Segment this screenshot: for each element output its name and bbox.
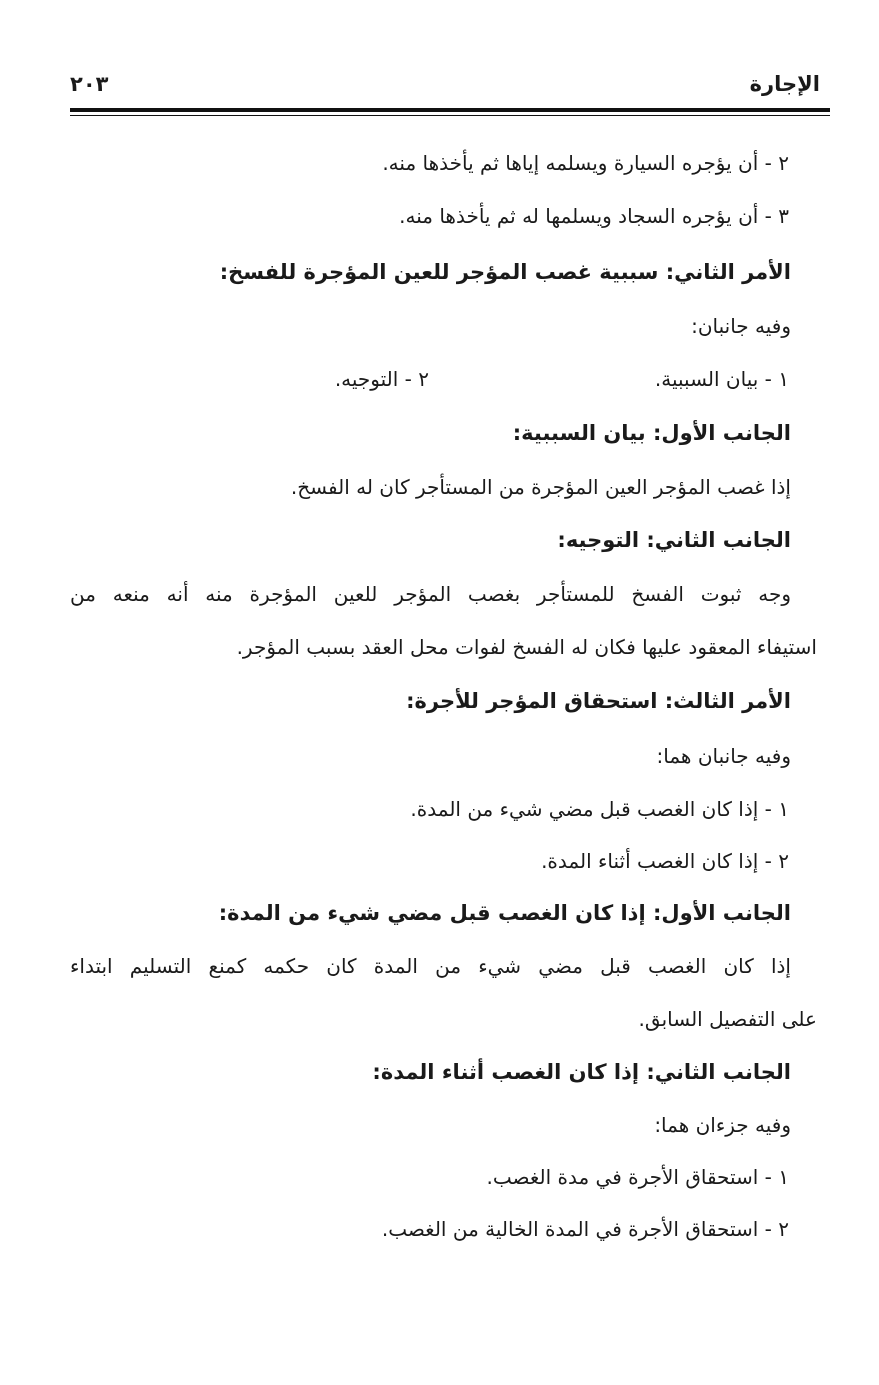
two-parts-intro: وفيه جزءان هما: (654, 1113, 791, 1137)
aspect-list-item-2: ٢ - التوجيه. (334, 367, 429, 391)
running-title: الإجارة (749, 72, 820, 96)
header-rule-thick (70, 108, 830, 112)
heading-case-during: الجانب الثاني: إذا كان الغصب أثناء المدة: (372, 1060, 791, 1084)
page-number: ٢٠٣ (70, 72, 109, 96)
page-header (70, 70, 820, 104)
header-rule-thin (70, 115, 830, 116)
case-before-line-2: على التفصيل السابق. (638, 1007, 817, 1031)
case-before-line-1: إذا كان الغصب قبل مضي شيء من المدة كان حكمه كمنع التسليم ابتداء (70, 954, 791, 978)
heading-third-matter: الأمر الثالث: استحقاق المؤجر للأجرة: (406, 689, 791, 713)
heading-second-matter: الأمر الثاني: سببية غصب المؤجر للعين المؤجرة للفسخ: (219, 260, 791, 284)
heading-case-before: الجانب الأول: إذا كان الغصب قبل مضي شيء من المدة: (218, 901, 791, 925)
reasoning-line-1: وجه ثبوت الفسخ للمستأجر بغصب المؤجر للعين المؤجرة منه أنه منعه من (70, 582, 791, 606)
case-list-item-1: ١ - إذا كان الغصب قبل مضي شيء من المدة. (410, 797, 789, 821)
case-list-item-2: ٢ - إذا كان الغصب أثناء المدة. (541, 849, 789, 873)
part-list-item-1: ١ - استحقاق الأجرة في مدة الغصب. (486, 1165, 789, 1189)
two-aspects-intro: وفيه جانبان: (691, 314, 791, 338)
list-item-car: ٢ - أن يؤجره السيارة ويسلمه إياها ثم يأخذها منه. (382, 151, 789, 175)
part-list-item-2: ٢ - استحقاق الأجرة في المدة الخالية من الغصب. (381, 1217, 789, 1241)
heading-first-aspect: الجانب الأول: بيان السببية: (512, 421, 791, 445)
list-item-carpet: ٣ - أن يؤجره السجاد ويسلمها له ثم يأخذها منه. (399, 204, 789, 228)
aspect-list-item-1: ١ - بيان السببية. (654, 367, 789, 391)
reasoning-line-2: استيفاء المعقود عليها فكان له الفسخ لفوات محل العقد بسبب المؤجر. (236, 635, 817, 659)
first-aspect-text: إذا غصب المؤجر العين المؤجرة من المستأجر كان له الفسخ. (290, 475, 791, 499)
two-aspects-intro-2: وفيه جانبان هما: (656, 744, 791, 768)
heading-second-aspect: الجانب الثاني: التوجيه: (557, 528, 791, 552)
